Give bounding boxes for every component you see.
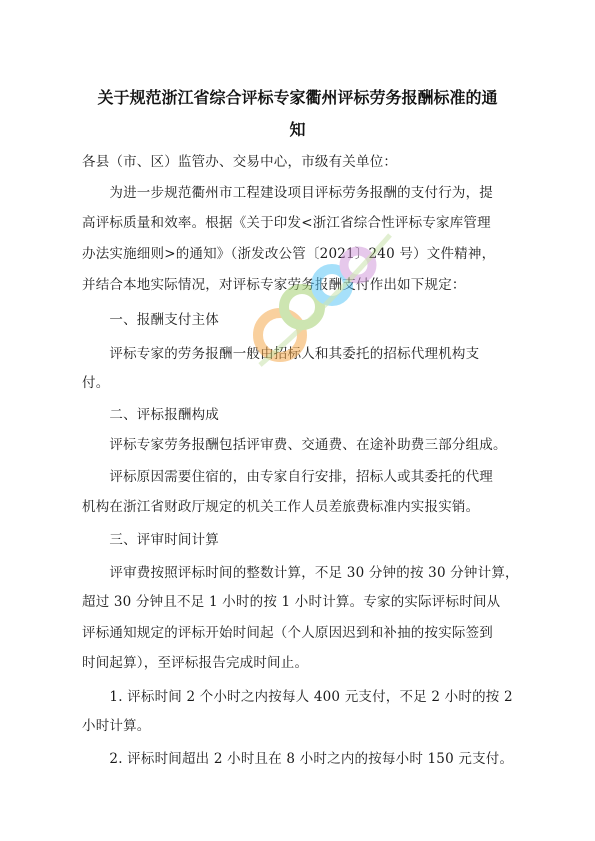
paragraph-line: 办法实施细则>的通知》（浙发改公管〔2021〕240 号）文件精神， [82, 246, 496, 262]
paragraph-line: 评标原因需要住宿的，由专家自行安排，招标人或其委托的代理 [82, 469, 493, 485]
section-heading-1: 一、报酬支付主体 [82, 312, 219, 328]
paragraph-line: 评标通知规定的评标开始时间起（个人原因迟到和补抽的按实际签到 [82, 625, 493, 641]
title-line-1: 关于规范浙江省综合评标专家衢州评标劳务报酬标准的通 [97, 88, 498, 107]
paragraph-line: 超过 30 分钟且不足 1 小时的按 1 小时计算。专家的实际评标时间从 [82, 594, 501, 610]
paragraph-line: 评标专家劳务报酬包括评审费、交通费、在途补助费三部分组成。 [82, 437, 507, 453]
paragraph-line: 小时计算。 [82, 718, 151, 734]
paragraph-line: 为进一步规范衢州市工程建设项目评标劳务报酬的支付行为，提 [82, 185, 493, 201]
paragraph-line: 评审费按照评标时间的整数计算，不足 30 分钟的按 30 分钟计算， [82, 565, 519, 581]
salutation: 各县（市、区）监管办、交易中心，市级有关单位： [82, 154, 398, 170]
section-heading-3: 三、评审时间计算 [82, 532, 219, 548]
list-item: 1. 评标时间 2 个小时之内按每人 400 元支付，不足 2 小时的按 2 [82, 689, 513, 705]
section-heading-2: 二、评标报酬构成 [82, 407, 219, 423]
document-title [80, 82, 515, 146]
paragraph-line: 高评标质量和效率。根据《关于印发<浙江省综合性评标专家库管理 [82, 215, 491, 231]
list-item: 2. 评标时间超出 2 小时且在 8 小时之内的按每小时 150 元支付。 [82, 751, 514, 767]
paragraph-line: 付。 [82, 375, 110, 391]
paragraph-line: 机构在浙江省财政厅规定的机关工作人员差旅费标准内实报实销。 [82, 499, 480, 515]
paragraph-line: 评标专家的劳务报酬一般由招标人和其委托的招标代理机构支 [82, 346, 480, 362]
paragraph-line: 时间起算），至评标报告完成时间止。 [82, 655, 309, 671]
title-line-2: 知 [289, 120, 306, 139]
paragraph-line: 并结合本地实际情况，对评标专家劳务报酬支付作出如下规定： [82, 277, 466, 293]
